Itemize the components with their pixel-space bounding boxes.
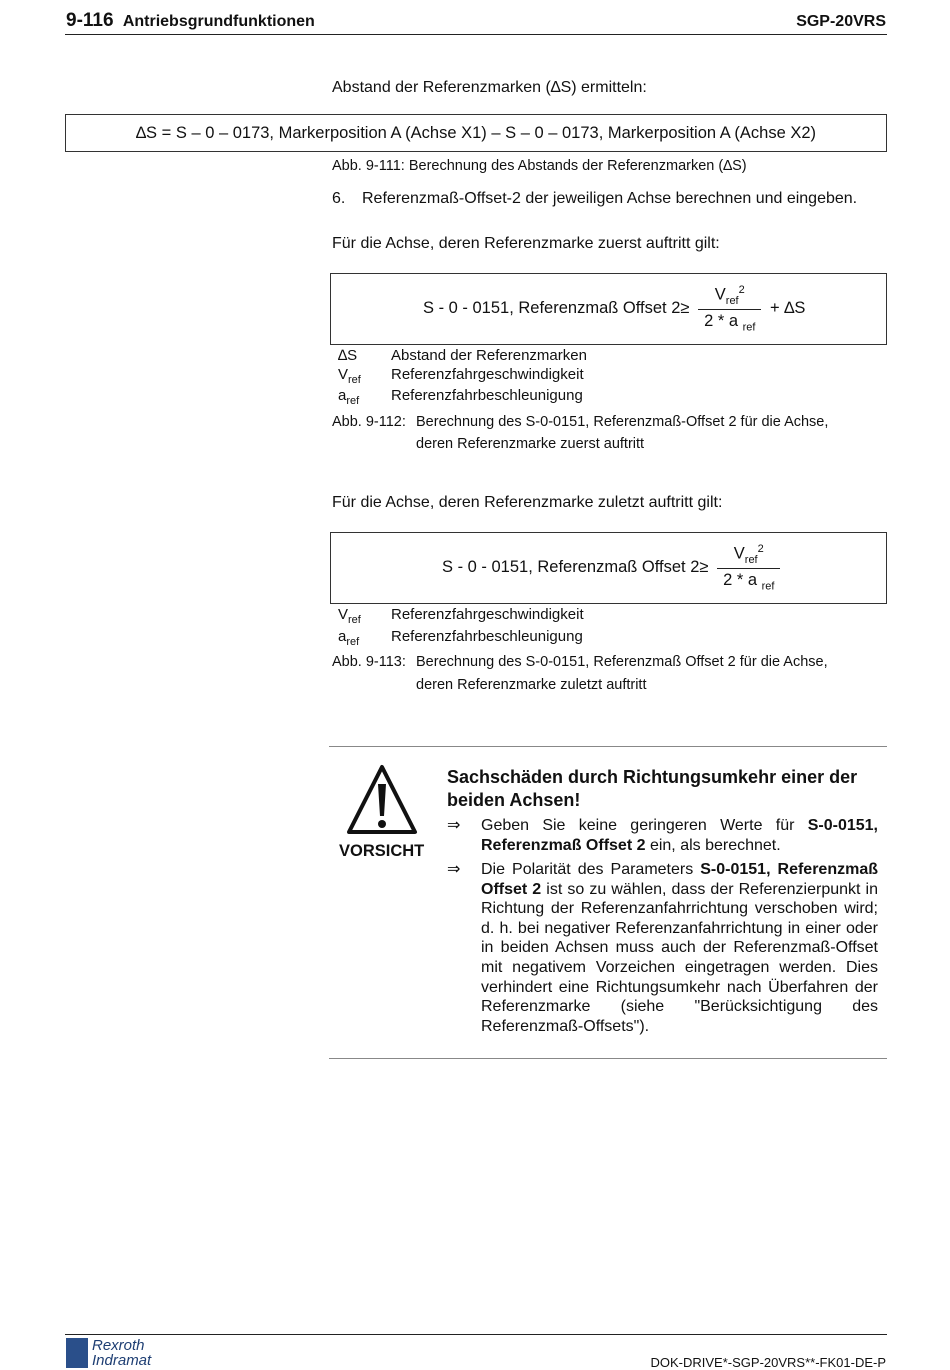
warning-bottom-rule (329, 1058, 887, 1059)
formula-fraction (698, 284, 761, 333)
formula-relation: ≥ (680, 298, 690, 317)
numerator-sub: ref (744, 553, 758, 566)
denominator-sub: ref (742, 321, 756, 334)
symbol: V (338, 366, 349, 383)
first-axis-formula-box (330, 273, 887, 345)
formula-lhs: S - 0 - 0151, Referenzmaß Offset 2 (442, 557, 700, 576)
numerator-base: V (733, 544, 745, 563)
denominator-sub: ref (761, 580, 775, 593)
last-axis-formula-box (330, 532, 887, 604)
figure-caption-113-line1: Berechnung des S-0-0151, Referenzmaß Offset 2 für die Achse, (416, 654, 828, 670)
step-number: 6. (332, 190, 346, 207)
section-title: Antriebsgrundfunktionen (122, 13, 315, 30)
warning-triangle-icon (346, 764, 418, 836)
arrow-icon: ⇒ (447, 861, 461, 878)
warning-top-rule (329, 746, 887, 747)
distance-formula: ∆S = S – 0 – 0173, Markerposition A (Achse X1) – S – 0 – 0173, Markerposition A (Achse X2) (135, 124, 817, 142)
symbol: a (338, 628, 347, 645)
document-short-name: SGP-20VRS (796, 13, 886, 30)
symbol-definition: Abstand der Referenzmarken (391, 347, 587, 364)
logo-line-2: Indramat (92, 1352, 152, 1369)
bullet-text: ist so zu wählen, dass der Referenzierpunkt in Richtung der Referenzanfahrrichtung verschoben wird; d. h. bei negativer Referenzanfahrrichtung in einer oder in beiden Achsen muss auch der Referenzmaß-Offset mit negativem Vorzeichen eingetragen werden. Dies verhindert eine Richtungsumkehr nach Überfahren der Referenzmarke (siehe "Berücksichtigung des Referenzmaß-Offsets"). (481, 880, 878, 1035)
logo-line-1: Rexroth (92, 1337, 145, 1354)
symbol-definition: Referenzfahrgeschwindigkeit (391, 366, 584, 383)
page-header (66, 10, 315, 32)
symbol-sub: ref (346, 636, 360, 648)
symbol: ∆S (338, 347, 358, 364)
formula-tail: + ∆S (770, 298, 806, 317)
bullet-text: Die Polarität des Parameters (481, 861, 701, 878)
symbol-sub: ref (348, 374, 361, 386)
bullet-text: ein, als berechnet. (645, 836, 781, 854)
distance-intro: Abstand der Referenzmarken (∆S) ermitteln: (332, 79, 647, 96)
symbol-definition: Referenzfahrbeschleunigung (391, 628, 583, 645)
header-rule (65, 34, 887, 35)
numerator-sub: ref (725, 294, 739, 307)
distance-formula-box (65, 114, 887, 152)
document-id: DOK-DRIVE*-SGP-20VRS**-FK01-DE-P (650, 1355, 886, 1370)
page-number: 9-116 (66, 10, 114, 31)
denominator-base: 2 * a (704, 311, 739, 330)
formula-fraction (717, 543, 780, 592)
figure-caption-113-label: Abb. 9-113: (332, 654, 406, 670)
bullet-parameter: S-0-0151, Referenzmaß Offset 2 (481, 861, 879, 898)
figure-caption-111: Abb. 9-111: Berechnung des Abstands der Referenzmarken (∆S) (332, 158, 747, 174)
last-axis-intro: Für die Achse, deren Referenzmarke zuletzt auftritt gilt: (332, 494, 723, 511)
symbol-definition: Referenzfahrgeschwindigkeit (391, 606, 584, 623)
bullet-parameter: S-0-0151, Referenzmaß Offset 2 (481, 817, 878, 854)
figure-caption-113-line2: deren Referenzmarke zuletzt auftritt (416, 677, 647, 693)
symbol: V (338, 606, 349, 623)
formula-relation: ≥ (699, 557, 709, 576)
company-logo-text (92, 1338, 151, 1368)
first-axis-formula (423, 284, 805, 333)
symbol: a (338, 387, 347, 404)
step-text: Referenzmaß-Offset-2 der jeweiligen Achse berechnen und eingeben. (362, 190, 858, 207)
bullet-text: Geben Sie keine geringeren Werte für (481, 817, 808, 834)
figure-caption-112-line1: Berechnung des S-0-0151, Referenzmaß-Offset 2 für die Achse, (416, 414, 829, 430)
warning-label: VORSICHT (339, 842, 425, 860)
arrow-icon: ⇒ (447, 817, 461, 834)
numerator-base: V (714, 285, 726, 304)
first-axis-intro: Für die Achse, deren Referenzmarke zuerst auftritt gilt: (332, 235, 720, 252)
rexroth-logo-mark (66, 1338, 88, 1368)
symbol-sub: ref (346, 395, 360, 407)
figure-caption-112-line2: deren Referenzmarke zuerst auftritt (416, 436, 645, 452)
warning-title: Sachschäden durch Richtungsumkehr einer der beiden Achsen! (447, 767, 858, 810)
denominator-base: 2 * a (723, 570, 758, 589)
footer-rule (65, 1334, 887, 1335)
warning-bullet-1 (447, 816, 878, 855)
symbol-definition: Referenzfahrbeschleunigung (391, 387, 583, 404)
numerator-sup: 2 (738, 284, 745, 296)
symbol-sub: ref (348, 614, 361, 626)
last-axis-formula (442, 543, 784, 592)
numerator-sup: 2 (757, 543, 764, 555)
figure-caption-112-label: Abb. 9-112: (332, 414, 406, 430)
formula-lhs: S - 0 - 0151, Referenzmaß Offset 2 (423, 298, 681, 317)
warning-bullet-2 (447, 860, 878, 1036)
